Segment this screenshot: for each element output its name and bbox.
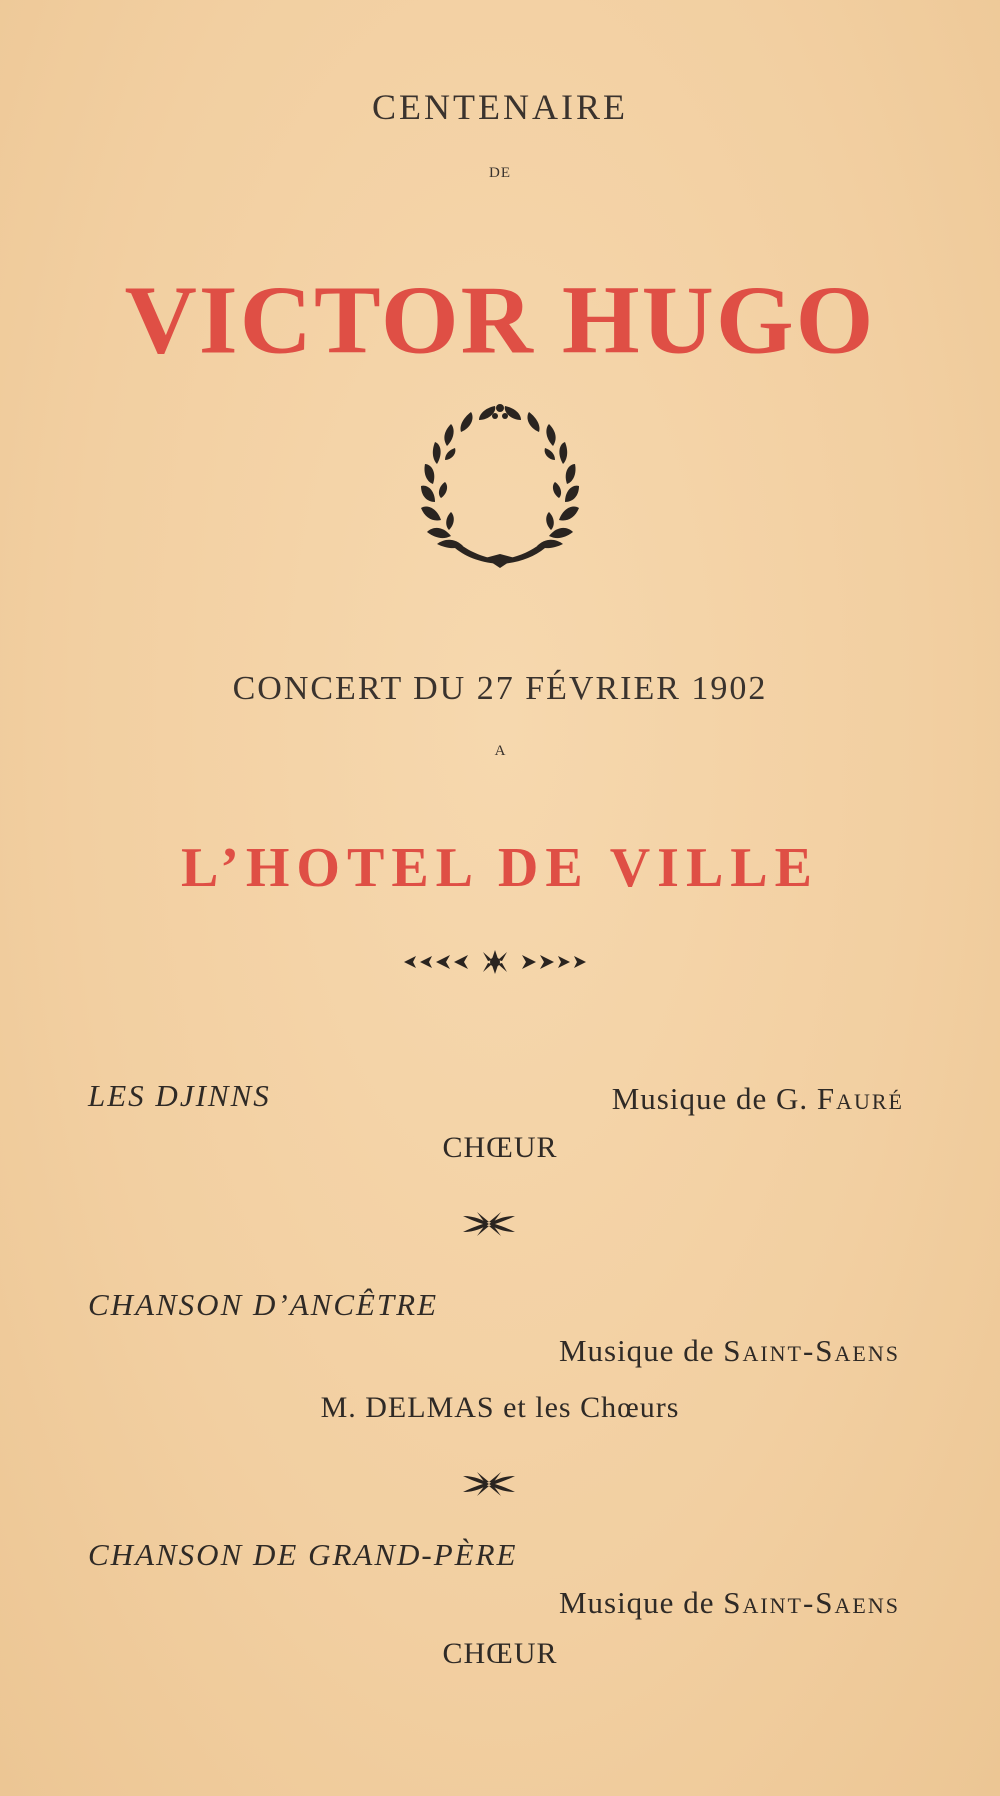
program-item-2-title: CHANSON D’ANCÊTRE (88, 1287, 439, 1322)
composer-name: Saint-Saens (723, 1585, 900, 1620)
crossed-sprigs-icon (461, 1470, 517, 1498)
program-item-2-credit (559, 1333, 900, 1369)
composer-name: Fauré (816, 1081, 904, 1116)
header-centenaire: CENTENAIRE (372, 87, 628, 127)
program-item-3-credit (559, 1585, 900, 1621)
credit-prefix: Musique de (558, 1333, 715, 1368)
program-item-1-performers: CHŒUR (442, 1131, 558, 1164)
concert-date-line: CONCERT DU 27 FÉVRIER 1902 (232, 670, 768, 707)
preposition-a: A (494, 743, 506, 759)
program-item-2-performers: M. DELMAS et les Chœurs (320, 1391, 680, 1424)
composer-name: Saint-Saens (723, 1333, 900, 1368)
program-item-1-credit (612, 1081, 904, 1117)
credit-prefix: Musique de G. (611, 1081, 809, 1116)
program-item-3-performers: CHŒUR (442, 1637, 558, 1670)
crossed-sprigs-icon (461, 1210, 517, 1238)
credit-prefix: Musique de (558, 1585, 715, 1620)
fleuron-divider-icon (400, 950, 590, 974)
program-item-1-title: LES DJINNS (88, 1078, 271, 1113)
header-de: DE (489, 165, 511, 181)
page-title: VICTOR HUGO (124, 265, 876, 374)
venue-title: L’HOTEL DE VILLE (180, 837, 819, 899)
laurel-wreath-icon (415, 398, 585, 570)
program-item-3-title: CHANSON DE GRAND-PÈRE (88, 1537, 518, 1572)
